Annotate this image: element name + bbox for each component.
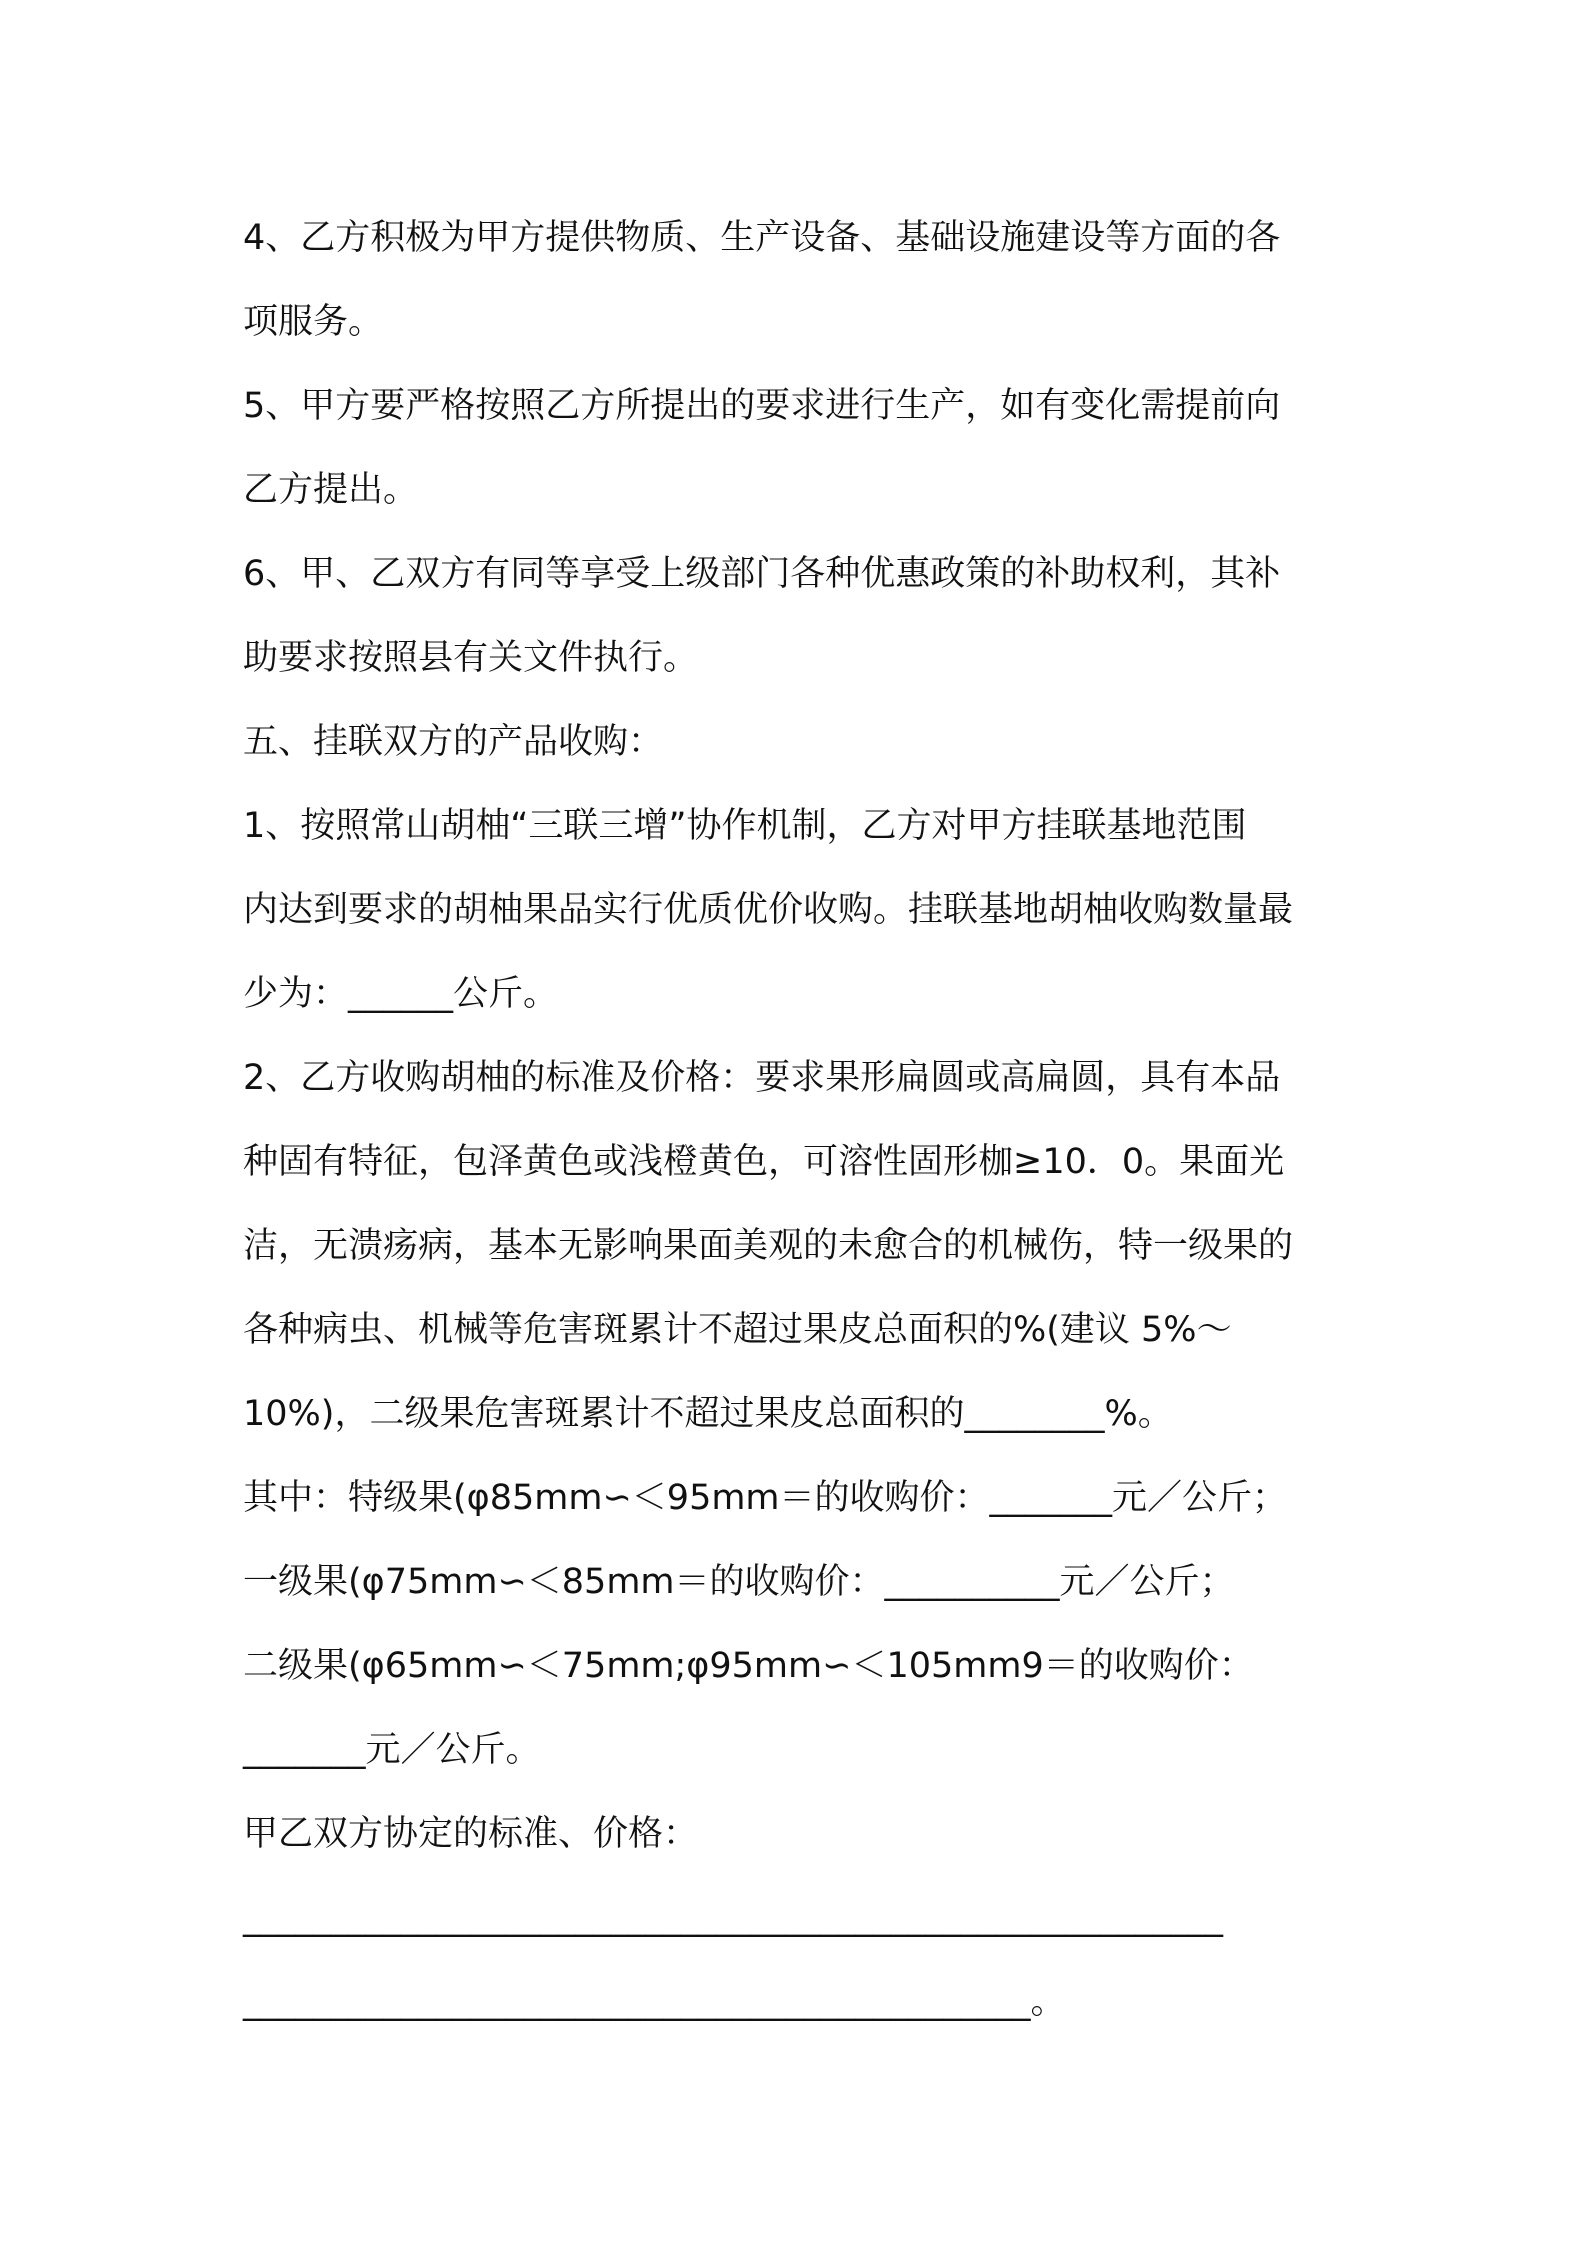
purchase-clause-1-line-1: 1、按照常山胡柚“三联三增”协作机制，乙方对甲方挂联基地范围 bbox=[243, 806, 1247, 846]
purchase-clause-2-line-5: 10%)，二级果危害斑累计不超过果皮总面积的________%。 bbox=[243, 1394, 1173, 1434]
second-grade-price-line: 二级果(φ65mm∽＜75mm;φ95mm∽＜105mm9＝的收购价： bbox=[243, 1646, 1254, 1686]
agreed-standard-blank-2: _____________________________________________。 bbox=[243, 1982, 1066, 2022]
purchase-clause-2-line-1: 2、乙方收购胡柚的标准及价格：要求果形扁圆或高扁圆，具有本品 bbox=[243, 1058, 1281, 1098]
purchase-clause-2-line-2: 种固有特征，包泽黄色或浅橙黄色，可溶性固形枷≥10．0。果面光 bbox=[243, 1142, 1285, 1182]
document-body bbox=[243, 196, 1363, 2044]
clause-6-line-1: 6、甲、乙双方有同等享受上级部门各种优惠政策的补助权利，其补 bbox=[243, 554, 1281, 594]
section-5-heading: 五、挂联双方的产品收购： bbox=[243, 722, 664, 762]
purchase-clause-2-line-3: 洁，无溃疡病，基本无影响果面美观的未愈合的机械伤，特一级果的 bbox=[243, 1226, 1294, 1266]
clause-5-line-1: 5、甲方要严格按照乙方所提出的要求进行生产，如有变化需提前向 bbox=[243, 386, 1281, 426]
clause-4-line-2: 项服务。 bbox=[243, 302, 384, 342]
clause-4-line-1: 4、乙方积极为甲方提供物质、生产设备、基础设施建设等方面的各 bbox=[243, 218, 1281, 258]
purchase-clause-1-line-3: 少为：______公斤。 bbox=[243, 974, 559, 1014]
second-grade-price-blank: _______元／公斤。 bbox=[243, 1730, 541, 1770]
purchase-clause-2-line-4: 各种病虫、机械等危害斑累计不超过果皮总面积的%(建议 5%～ bbox=[243, 1310, 1232, 1350]
clause-5-line-2: 乙方提出。 bbox=[243, 470, 419, 510]
agreed-standard-blank-1: ________________________________________________________ bbox=[243, 1898, 1223, 1938]
premium-grade-price-line: 其中：特级果(φ85mm∽＜95mm＝的收购价：_______元／公斤； bbox=[243, 1478, 1288, 1518]
clause-6-line-2: 助要求按照县有关文件执行。 bbox=[243, 638, 699, 678]
agreed-standard-heading: 甲乙双方协定的标准、价格： bbox=[243, 1814, 699, 1854]
first-grade-price-line: 一级果(φ75mm∽＜85mm＝的收购价：__________元／公斤； bbox=[243, 1562, 1235, 1602]
purchase-clause-1-line-2: 内达到要求的胡柚果品实行优质优价收购。挂联基地胡柚收购数量最 bbox=[243, 890, 1294, 930]
